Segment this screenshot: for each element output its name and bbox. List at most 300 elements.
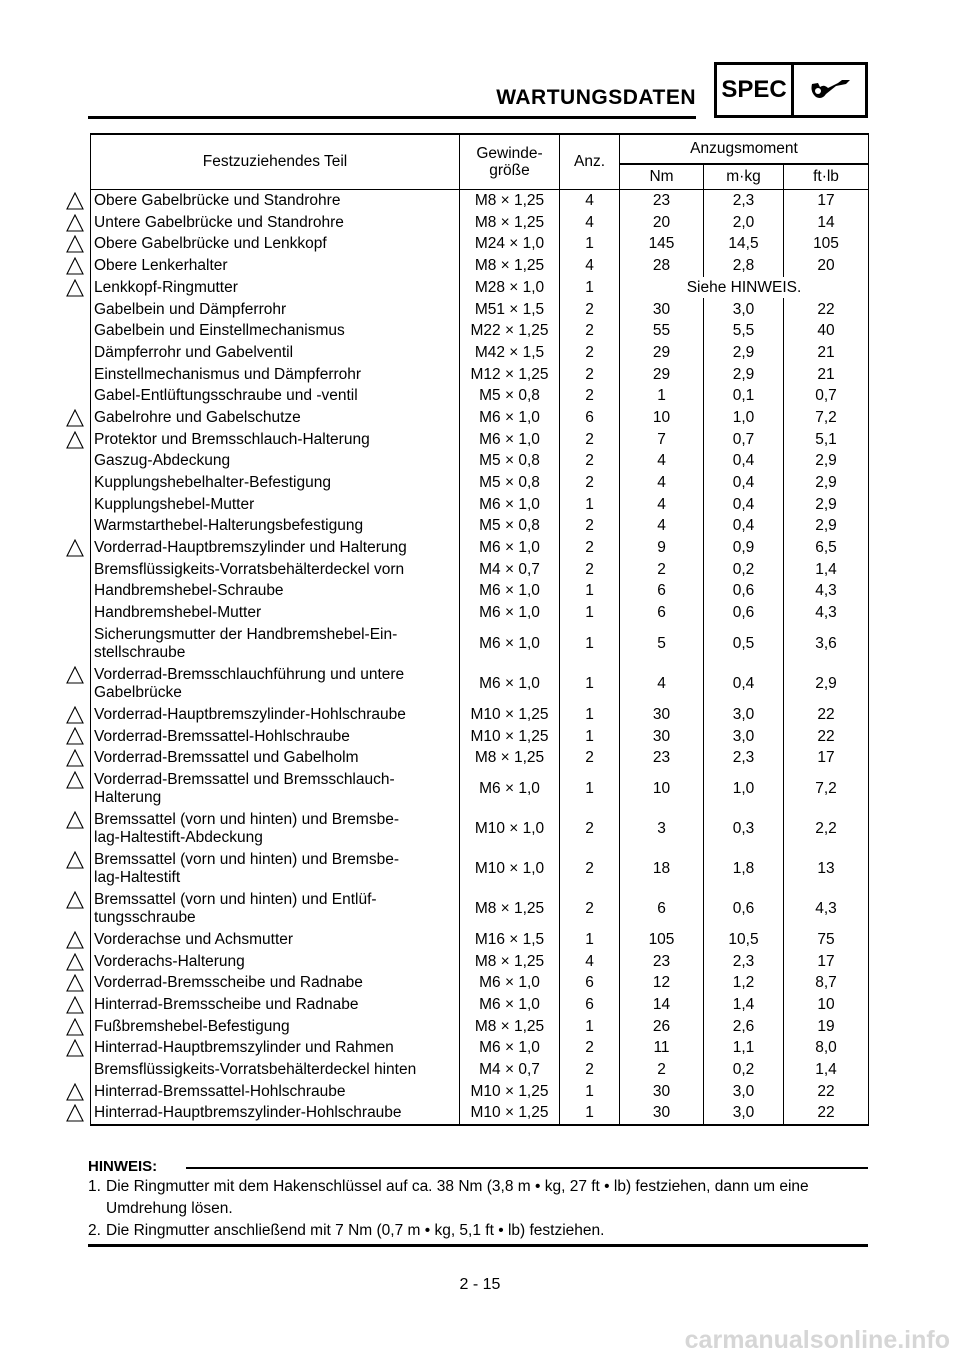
cell-qty: 6 [560, 407, 620, 429]
cell-ftlb: 22 [784, 725, 869, 747]
cell-mkg: 2,6 [704, 1016, 784, 1038]
triangle-warning-icon [66, 539, 84, 557]
triangle-warning-icon [66, 431, 84, 449]
cell-ftlb: 7,2 [784, 769, 869, 809]
cell-nm: 29 [620, 342, 704, 364]
table-row [91, 429, 869, 451]
cell-thread: M22 × 1,25 [460, 320, 560, 342]
torque-table [90, 133, 868, 1126]
table-row [91, 515, 869, 537]
triangle-warning-icon [66, 235, 84, 253]
hinweis-rule [186, 1167, 868, 1169]
triangle-warning-icon [66, 749, 84, 767]
cell-nm: 23 [620, 190, 704, 212]
cell-ftlb: 2,9 [784, 450, 869, 472]
cell-qty: 1 [560, 1016, 620, 1038]
spec-badge: SPEC [714, 62, 794, 118]
cell-thread: M10 × 1,25 [460, 725, 560, 747]
cell-ftlb: 2,9 [784, 664, 869, 704]
cell-thread: M42 × 1,5 [460, 342, 560, 364]
page-header [88, 62, 868, 120]
table-row [91, 364, 869, 386]
page-number: 2 - 15 [459, 1276, 501, 1293]
table-row [91, 255, 869, 277]
cell-nm: 10 [620, 769, 704, 809]
cell-mkg: 0,4 [704, 515, 784, 537]
cell-mkg: 2,9 [704, 342, 784, 364]
cell-part: Lenkkopf-Ringmutter [91, 277, 460, 299]
cell-thread: M10 × 1,25 [460, 1102, 560, 1125]
cell-qty: 6 [560, 994, 620, 1016]
table-row [91, 849, 869, 889]
cell-ftlb: 19 [784, 1016, 869, 1038]
cell-thread: M10 × 1,25 [460, 704, 560, 726]
cell-nm: 2 [620, 559, 704, 581]
cell-thread: M24 × 1,0 [460, 233, 560, 255]
cell-mkg: 1,1 [704, 1037, 784, 1059]
table-row [91, 494, 869, 516]
triangle-warning-icon [66, 811, 84, 829]
cell-ftlb: 20 [784, 255, 869, 277]
cell-note: Siehe HINWEIS. [620, 277, 869, 299]
cell-mkg: 2,0 [704, 212, 784, 234]
table-row [91, 212, 869, 234]
cell-qty: 2 [560, 298, 620, 320]
cell-mkg: 2,3 [704, 951, 784, 973]
cell-thread: M6 × 1,0 [460, 494, 560, 516]
cell-part: Handbremshebel-Schraube [91, 580, 460, 602]
cell-ftlb: 22 [784, 298, 869, 320]
cell-ftlb: 4,3 [784, 580, 869, 602]
cell-mkg: 0,4 [704, 494, 784, 516]
cell-mkg: 2,3 [704, 747, 784, 769]
cell-mkg: 0,4 [704, 664, 784, 704]
cell-part: Hinterrad-Bremsscheibe und Radnabe [91, 994, 460, 1016]
cell-qty: 1 [560, 277, 620, 299]
cell-qty: 2 [560, 342, 620, 364]
cell-part: Gabelbein und Einstellmechanismus [91, 320, 460, 342]
cell-mkg: 0,6 [704, 889, 784, 929]
cell-qty: 2 [560, 472, 620, 494]
hinweis-notes [88, 1176, 868, 1242]
col-header-qty: Anz. [560, 134, 620, 190]
triangle-warning-icon [66, 851, 84, 869]
cell-qty: 2 [560, 515, 620, 537]
cell-nm: 6 [620, 889, 704, 929]
cell-nm: 5 [620, 624, 704, 664]
cell-part: Dämpferrohr und Gabelventil [91, 342, 460, 364]
cell-part: Vorderachs-Halterung [91, 951, 460, 973]
triangle-warning-icon [66, 1018, 84, 1036]
cell-ftlb: 1,4 [784, 559, 869, 581]
cell-part: Obere Gabelbrücke und Standrohre [91, 190, 460, 212]
cell-nm: 29 [620, 364, 704, 386]
triangle-warning-icon [66, 974, 84, 992]
cell-thread: M6 × 1,0 [460, 429, 560, 451]
cell-part: Vorderrad-Bremsschlauchführung und untere Gabelbrücke [91, 664, 460, 704]
cell-part: Vorderrad-Hauptbremszylinder-Hohlschraube [91, 704, 460, 726]
cell-qty: 2 [560, 1037, 620, 1059]
cell-nm: 14 [620, 994, 704, 1016]
header-rule [88, 116, 696, 119]
note-item [88, 1176, 868, 1220]
cell-ftlb: 8,7 [784, 972, 869, 994]
cell-part: Gabel-Entlüftungsschraube und -ventil [91, 385, 460, 407]
cell-nm: 4 [620, 450, 704, 472]
table-row [91, 951, 869, 973]
cell-part: Vorderrad-Bremssattel und Gabelholm [91, 747, 460, 769]
cell-mkg: 1,4 [704, 994, 784, 1016]
cell-ftlb: 10 [784, 994, 869, 1016]
triangle-warning-icon [66, 1104, 84, 1122]
table-row [91, 624, 869, 664]
triangle-warning-icon [66, 1039, 84, 1057]
cell-nm: 6 [620, 580, 704, 602]
cell-thread: M10 × 1,0 [460, 809, 560, 849]
cell-part: Bremssattel (vorn und hinten) und Bremsbe- lag-Haltestift [91, 849, 460, 889]
cell-nm: 11 [620, 1037, 704, 1059]
cell-thread: M6 × 1,0 [460, 624, 560, 664]
cell-thread: M5 × 0,8 [460, 472, 560, 494]
cell-part: Hinterrad-Hauptbremszylinder und Rahmen [91, 1037, 460, 1059]
cell-part: Handbremshebel-Mutter [91, 602, 460, 624]
cell-nm: 6 [620, 602, 704, 624]
cell-part: Kupplungshebelhalter-Befestigung [91, 472, 460, 494]
cell-nm: 2 [620, 1059, 704, 1081]
cell-nm: 18 [620, 849, 704, 889]
table-row [91, 1016, 869, 1038]
triangle-warning-icon [66, 666, 84, 684]
cell-thread: M6 × 1,0 [460, 994, 560, 1016]
cell-nm: 105 [620, 929, 704, 951]
cell-part: Vorderrad-Bremssattel-Hohlschraube [91, 725, 460, 747]
note-item [88, 1220, 868, 1242]
table-row [91, 190, 869, 212]
cell-nm: 28 [620, 255, 704, 277]
cell-part: Protektor und Bremsschlauch-Halterung [91, 429, 460, 451]
table-row [91, 298, 869, 320]
cell-mkg: 1,8 [704, 849, 784, 889]
cell-nm: 9 [620, 537, 704, 559]
cell-part: Vorderrad-Hauptbremszylinder und Halterung [91, 537, 460, 559]
cell-part: Vorderachse und Achsmutter [91, 929, 460, 951]
table-row [91, 994, 869, 1016]
cell-ftlb: 21 [784, 342, 869, 364]
cell-qty: 2 [560, 559, 620, 581]
col-header-part: Festzuziehendes Teil [91, 134, 460, 190]
cell-thread: M4 × 0,7 [460, 559, 560, 581]
col-header-torque: Anzugsmoment [620, 134, 869, 164]
cell-mkg: 0,2 [704, 559, 784, 581]
cell-nm: 55 [620, 320, 704, 342]
cell-thread: M5 × 0,8 [460, 385, 560, 407]
table-row [91, 929, 869, 951]
cell-qty: 1 [560, 929, 620, 951]
cell-part: Fußbremshebel-Befestigung [91, 1016, 460, 1038]
triangle-warning-icon [66, 214, 84, 232]
table-row [91, 747, 869, 769]
cell-nm: 26 [620, 1016, 704, 1038]
triangle-warning-icon [66, 891, 84, 909]
col-header-thread: Gewinde- größe [460, 134, 560, 190]
cell-mkg: 5,5 [704, 320, 784, 342]
cell-qty: 2 [560, 429, 620, 451]
cell-mkg: 0,3 [704, 809, 784, 849]
cell-qty: 2 [560, 1059, 620, 1081]
cell-ftlb: 17 [784, 190, 869, 212]
cell-mkg: 0,6 [704, 580, 784, 602]
triangle-warning-icon [66, 409, 84, 427]
triangle-warning-icon [66, 1083, 84, 1101]
triangle-warning-icon [66, 771, 84, 789]
cell-mkg: 0,4 [704, 450, 784, 472]
table-row [91, 889, 869, 929]
cell-mkg: 3,0 [704, 1102, 784, 1125]
table-row [91, 1102, 869, 1125]
cell-nm: 3 [620, 809, 704, 849]
triangle-warning-icon [66, 953, 84, 971]
cell-thread: M4 × 0,7 [460, 1059, 560, 1081]
cell-thread: M8 × 1,25 [460, 747, 560, 769]
cell-qty: 4 [560, 951, 620, 973]
table-row [91, 725, 869, 747]
table-row [91, 320, 869, 342]
col-header-nm: Nm [620, 164, 704, 190]
cell-part: Warmstarthebel-Halterungsbefestigung [91, 515, 460, 537]
table-row [91, 385, 869, 407]
cell-qty: 2 [560, 537, 620, 559]
col-header-mkg: m·kg [704, 164, 784, 190]
cell-qty: 1 [560, 494, 620, 516]
cell-mkg: 0,2 [704, 1059, 784, 1081]
cell-mkg: 2,9 [704, 364, 784, 386]
cell-qty: 1 [560, 233, 620, 255]
table-row [91, 602, 869, 624]
cell-ftlb: 13 [784, 849, 869, 889]
table-row [91, 1059, 869, 1081]
cell-qty: 2 [560, 889, 620, 929]
cell-qty: 1 [560, 664, 620, 704]
cell-part: Gaszug-Abdeckung [91, 450, 460, 472]
cell-thread: M8 × 1,25 [460, 212, 560, 234]
cell-mkg: 2,3 [704, 190, 784, 212]
cell-mkg: 3,0 [704, 1081, 784, 1103]
cell-qty: 2 [560, 849, 620, 889]
note-text: Die Ringmutter mit dem Hakenschlüssel auf ca. 38 Nm (3,8 m • kg, 27 ft • lb) festziehen, dann um eine Umdrehung lösen. [106, 1178, 809, 1217]
cell-ftlb: 5,1 [784, 429, 869, 451]
cell-thread: M6 × 1,0 [460, 664, 560, 704]
cell-qty: 1 [560, 624, 620, 664]
cell-mkg: 1,0 [704, 407, 784, 429]
cell-mkg: 0,6 [704, 602, 784, 624]
table-row [91, 559, 869, 581]
cell-part: Gabelrohre und Gabelschutze [91, 407, 460, 429]
cell-part: Einstellmechanismus und Dämpferrohr [91, 364, 460, 386]
cell-qty: 2 [560, 809, 620, 849]
cell-qty: 2 [560, 385, 620, 407]
hinweis-label: HINWEIS: [88, 1158, 158, 1175]
cell-qty: 2 [560, 450, 620, 472]
cell-thread: M6 × 1,0 [460, 407, 560, 429]
cell-part: Bremssattel (vorn und hinten) und Bremsbe- lag-Haltestift-Abdeckung [91, 809, 460, 849]
table-row [91, 537, 869, 559]
cell-nm: 4 [620, 664, 704, 704]
cell-ftlb: 14 [784, 212, 869, 234]
cell-ftlb: 105 [784, 233, 869, 255]
cell-mkg: 1,2 [704, 972, 784, 994]
cell-qty: 1 [560, 704, 620, 726]
cell-mkg: 2,8 [704, 255, 784, 277]
table-row [91, 769, 869, 809]
cell-ftlb: 2,9 [784, 515, 869, 537]
cell-qty: 1 [560, 602, 620, 624]
cell-nm: 145 [620, 233, 704, 255]
triangle-warning-icon [66, 279, 84, 297]
cell-ftlb: 75 [784, 929, 869, 951]
cell-part: Vorderrad-Bremsscheibe und Radnabe [91, 972, 460, 994]
cell-ftlb: 2,2 [784, 809, 869, 849]
table-row [91, 233, 869, 255]
cell-qty: 4 [560, 212, 620, 234]
cell-thread: M8 × 1,25 [460, 1016, 560, 1038]
cell-mkg: 0,4 [704, 472, 784, 494]
hinweis-end-rule [88, 1244, 868, 1247]
cell-part: Kupplungshebel-Mutter [91, 494, 460, 516]
cell-ftlb: 8,0 [784, 1037, 869, 1059]
table-row [91, 1081, 869, 1103]
cell-part: Untere Gabelbrücke und Standrohre [91, 212, 460, 234]
cell-nm: 10 [620, 407, 704, 429]
watermark: carmanualsonline.info [684, 1326, 950, 1354]
cell-nm: 1 [620, 385, 704, 407]
triangle-warning-icon [66, 192, 84, 210]
cell-thread: M8 × 1,25 [460, 951, 560, 973]
cell-qty: 2 [560, 364, 620, 386]
table-row [91, 664, 869, 704]
cell-ftlb: 22 [784, 1102, 869, 1125]
cell-nm: 4 [620, 472, 704, 494]
cell-thread: M6 × 1,0 [460, 1037, 560, 1059]
table-row [91, 450, 869, 472]
cell-nm: 23 [620, 951, 704, 973]
cell-thread: M6 × 1,0 [460, 769, 560, 809]
cell-ftlb: 17 [784, 747, 869, 769]
cell-ftlb: 2,9 [784, 472, 869, 494]
table-row [91, 277, 869, 299]
cell-part: Bremssattel (vorn und hinten) und Entlüf- tungsschraube [91, 889, 460, 929]
cell-nm: 12 [620, 972, 704, 994]
cell-ftlb: 0,7 [784, 385, 869, 407]
cell-ftlb: 17 [784, 951, 869, 973]
table-row [91, 809, 869, 849]
cell-thread: M6 × 1,0 [460, 580, 560, 602]
table-row [91, 972, 869, 994]
table-row [91, 407, 869, 429]
cell-nm: 4 [620, 494, 704, 516]
cell-ftlb: 3,6 [784, 624, 869, 664]
cell-qty: 2 [560, 747, 620, 769]
cell-ftlb: 1,4 [784, 1059, 869, 1081]
triangle-warning-icon [66, 931, 84, 949]
cell-ftlb: 4,3 [784, 602, 869, 624]
cell-qty: 1 [560, 1081, 620, 1103]
cell-ftlb: 40 [784, 320, 869, 342]
cell-thread: M6 × 1,0 [460, 537, 560, 559]
cell-ftlb: 22 [784, 1081, 869, 1103]
cell-ftlb: 21 [784, 364, 869, 386]
cell-part: Obere Gabelbrücke und Lenkkopf [91, 233, 460, 255]
cell-nm: 20 [620, 212, 704, 234]
cell-part: Vorderrad-Bremssattel und Bremsschlauch- Halterung [91, 769, 460, 809]
cell-nm: 30 [620, 1102, 704, 1125]
cell-ftlb: 2,9 [784, 494, 869, 516]
page-title: WARTUNGSDATEN [496, 86, 696, 109]
cell-thread: M6 × 1,0 [460, 972, 560, 994]
cell-thread: M51 × 1,5 [460, 298, 560, 320]
cell-qty: 1 [560, 769, 620, 809]
table-row [91, 472, 869, 494]
note-text: Die Ringmutter anschließend mit 7 Nm (0,7 m • kg, 5,1 ft • lb) festziehen. [106, 1222, 605, 1239]
cell-mkg: 3,0 [704, 298, 784, 320]
triangle-warning-icon [66, 727, 84, 745]
triangle-warning-icon [66, 257, 84, 275]
cell-part: Sicherungsmutter der Handbremshebel-Ein- stellschraube [91, 624, 460, 664]
table-row [91, 1037, 869, 1059]
cell-qty: 4 [560, 255, 620, 277]
table-row [91, 342, 869, 364]
cell-mkg: 14,5 [704, 233, 784, 255]
cell-mkg: 0,7 [704, 429, 784, 451]
cell-nm: 23 [620, 747, 704, 769]
cell-qty: 1 [560, 725, 620, 747]
cell-qty: 4 [560, 190, 620, 212]
cell-thread: M16 × 1,5 [460, 929, 560, 951]
cell-thread: M8 × 1,25 [460, 889, 560, 929]
triangle-warning-icon [66, 706, 84, 724]
cell-thread: M10 × 1,25 [460, 1081, 560, 1103]
cell-mkg: 0,1 [704, 385, 784, 407]
cell-ftlb: 7,2 [784, 407, 869, 429]
cell-nm: 4 [620, 515, 704, 537]
note-number: 2. [88, 1222, 101, 1239]
cell-thread: M6 × 1,0 [460, 602, 560, 624]
cell-mkg: 10,5 [704, 929, 784, 951]
cell-nm: 30 [620, 725, 704, 747]
cell-part: Hinterrad-Bremssattel-Hohlschraube [91, 1081, 460, 1103]
table-row [91, 704, 869, 726]
cell-mkg: 0,5 [704, 624, 784, 664]
cell-thread: M8 × 1,25 [460, 190, 560, 212]
cell-part: Obere Lenkerhalter [91, 255, 460, 277]
cell-mkg: 0,9 [704, 537, 784, 559]
cell-thread: M5 × 0,8 [460, 515, 560, 537]
cell-qty: 1 [560, 1102, 620, 1125]
cell-thread: M8 × 1,25 [460, 255, 560, 277]
cell-part: Bremsflüssigkeits-Vorratsbehälterdeckel vorn [91, 559, 460, 581]
cell-thread: M10 × 1,0 [460, 849, 560, 889]
col-header-ftlb: ft·lb [784, 164, 869, 190]
cell-nm: 30 [620, 298, 704, 320]
cell-thread: M28 × 1,0 [460, 277, 560, 299]
note-number: 1. [88, 1178, 101, 1195]
cell-mkg: 1,0 [704, 769, 784, 809]
cell-nm: 30 [620, 1081, 704, 1103]
cell-part: Hinterrad-Hauptbremszylinder-Hohlschraube [91, 1102, 460, 1125]
cell-ftlb: 4,3 [784, 889, 869, 929]
cell-thread: M5 × 0,8 [460, 450, 560, 472]
triangle-warning-icon [66, 996, 84, 1014]
cell-ftlb: 6,5 [784, 537, 869, 559]
